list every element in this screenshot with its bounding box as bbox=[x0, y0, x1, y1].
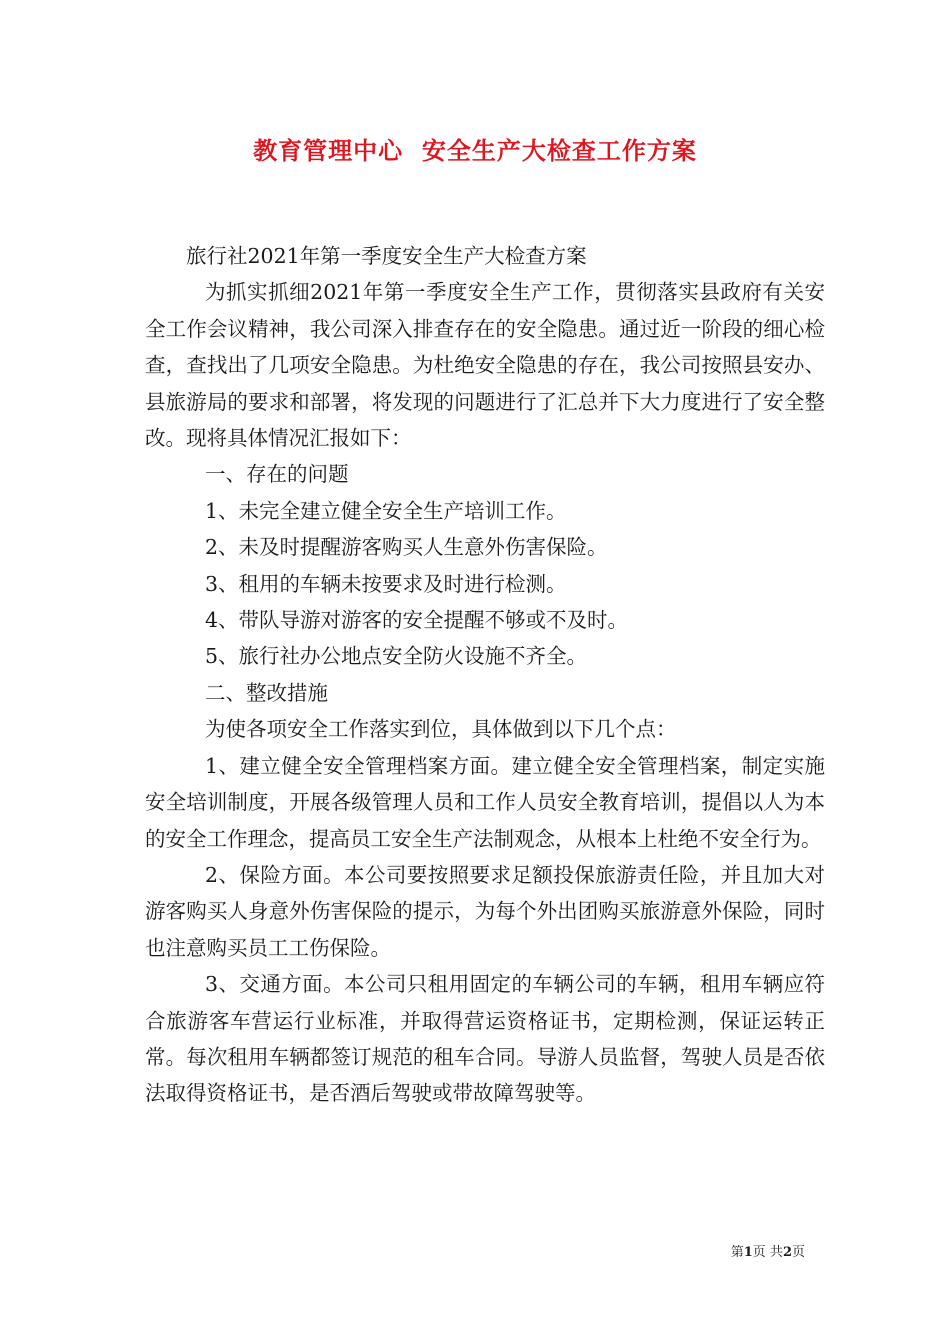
list-item-problem-3: 3、租用的车辆未按要求及时进行检测。 bbox=[205, 571, 567, 596]
footer-total-pages: 2 bbox=[782, 1245, 792, 1260]
footer-suffix: 页 bbox=[791, 1245, 805, 1260]
list-item-measure-2: 2、保险方面。本公司要按照要求足额投保旅游责任险，并且加大对游客购买人身意外伤害保险的提示，为每个外出团购买旅游意外保险，同时也注意购买员工工伤保险。 bbox=[145, 862, 825, 960]
footer-prefix: 第 bbox=[730, 1245, 744, 1260]
section-heading-measures: 二、整改措施 bbox=[205, 680, 328, 705]
page-number-footer bbox=[731, 1244, 805, 1262]
paragraph-measures-intro: 为使各项安全工作落实到位，具体做到以下几个点： bbox=[205, 717, 677, 742]
list-item-problem-5: 5、旅行社办公地点安全防火设施不齐全。 bbox=[205, 644, 588, 669]
document-title: 教育管理中心 安全生产大检查工作方案 bbox=[253, 137, 697, 165]
footer-current-page: 1 bbox=[743, 1245, 753, 1260]
list-item-problem-4: 4、带队导游对游客的安全提醒不够或不及时。 bbox=[205, 608, 629, 633]
footer-middle: 页 共 bbox=[752, 1245, 783, 1260]
document-body bbox=[145, 238, 825, 1112]
list-item-problem-2: 2、未及时提醒游客购买人生意外伤害保险。 bbox=[205, 535, 608, 560]
section-heading-problems: 一、存在的问题 bbox=[205, 462, 349, 487]
list-item-measure-3: 3、交通方面。本公司只租用固定的车辆公司的车辆，租用车辆应符合旅游客车营运行业标准，并取得营运资格证书，定期检测，保证运转正常。每次租用车辆都签订规范的租车合同。导游人员监督，驾驶人员是否依法取得资格证书，是否酒后驾驶或带故障驾驶等。 bbox=[145, 972, 825, 1106]
paragraph-subtitle: 旅行社2021年第一季度安全生产大检查方案 bbox=[186, 244, 587, 268]
list-item-measure-1: 1、建立健全安全管理档案方面。建立健全安全管理档案，制定实施安全培训制度，开展各级管理人员和工作人员安全教育培训，提倡以人为本的安全工作理念，提高员工安全生产法制观念，从根本上杜绝不安全行为。 bbox=[145, 753, 825, 851]
list-item-problem-1: 1、未完全建立健全安全生产培训工作。 bbox=[205, 498, 567, 523]
paragraph-intro: 为抓实抓细2021年第一季度安全生产工作，贯彻落实县政府有关安全工作会议精神，我公司深入排查存在的安全隐患。通过近一阶段的细心检查，查找出了几项安全隐患。为杜绝安全隐患的存在，我公司按照县安办、县旅游局的要求和部署，将发现的问题进行了汇总并下大力度进行了安全整改。现将具体情况汇报如下： bbox=[145, 280, 825, 451]
